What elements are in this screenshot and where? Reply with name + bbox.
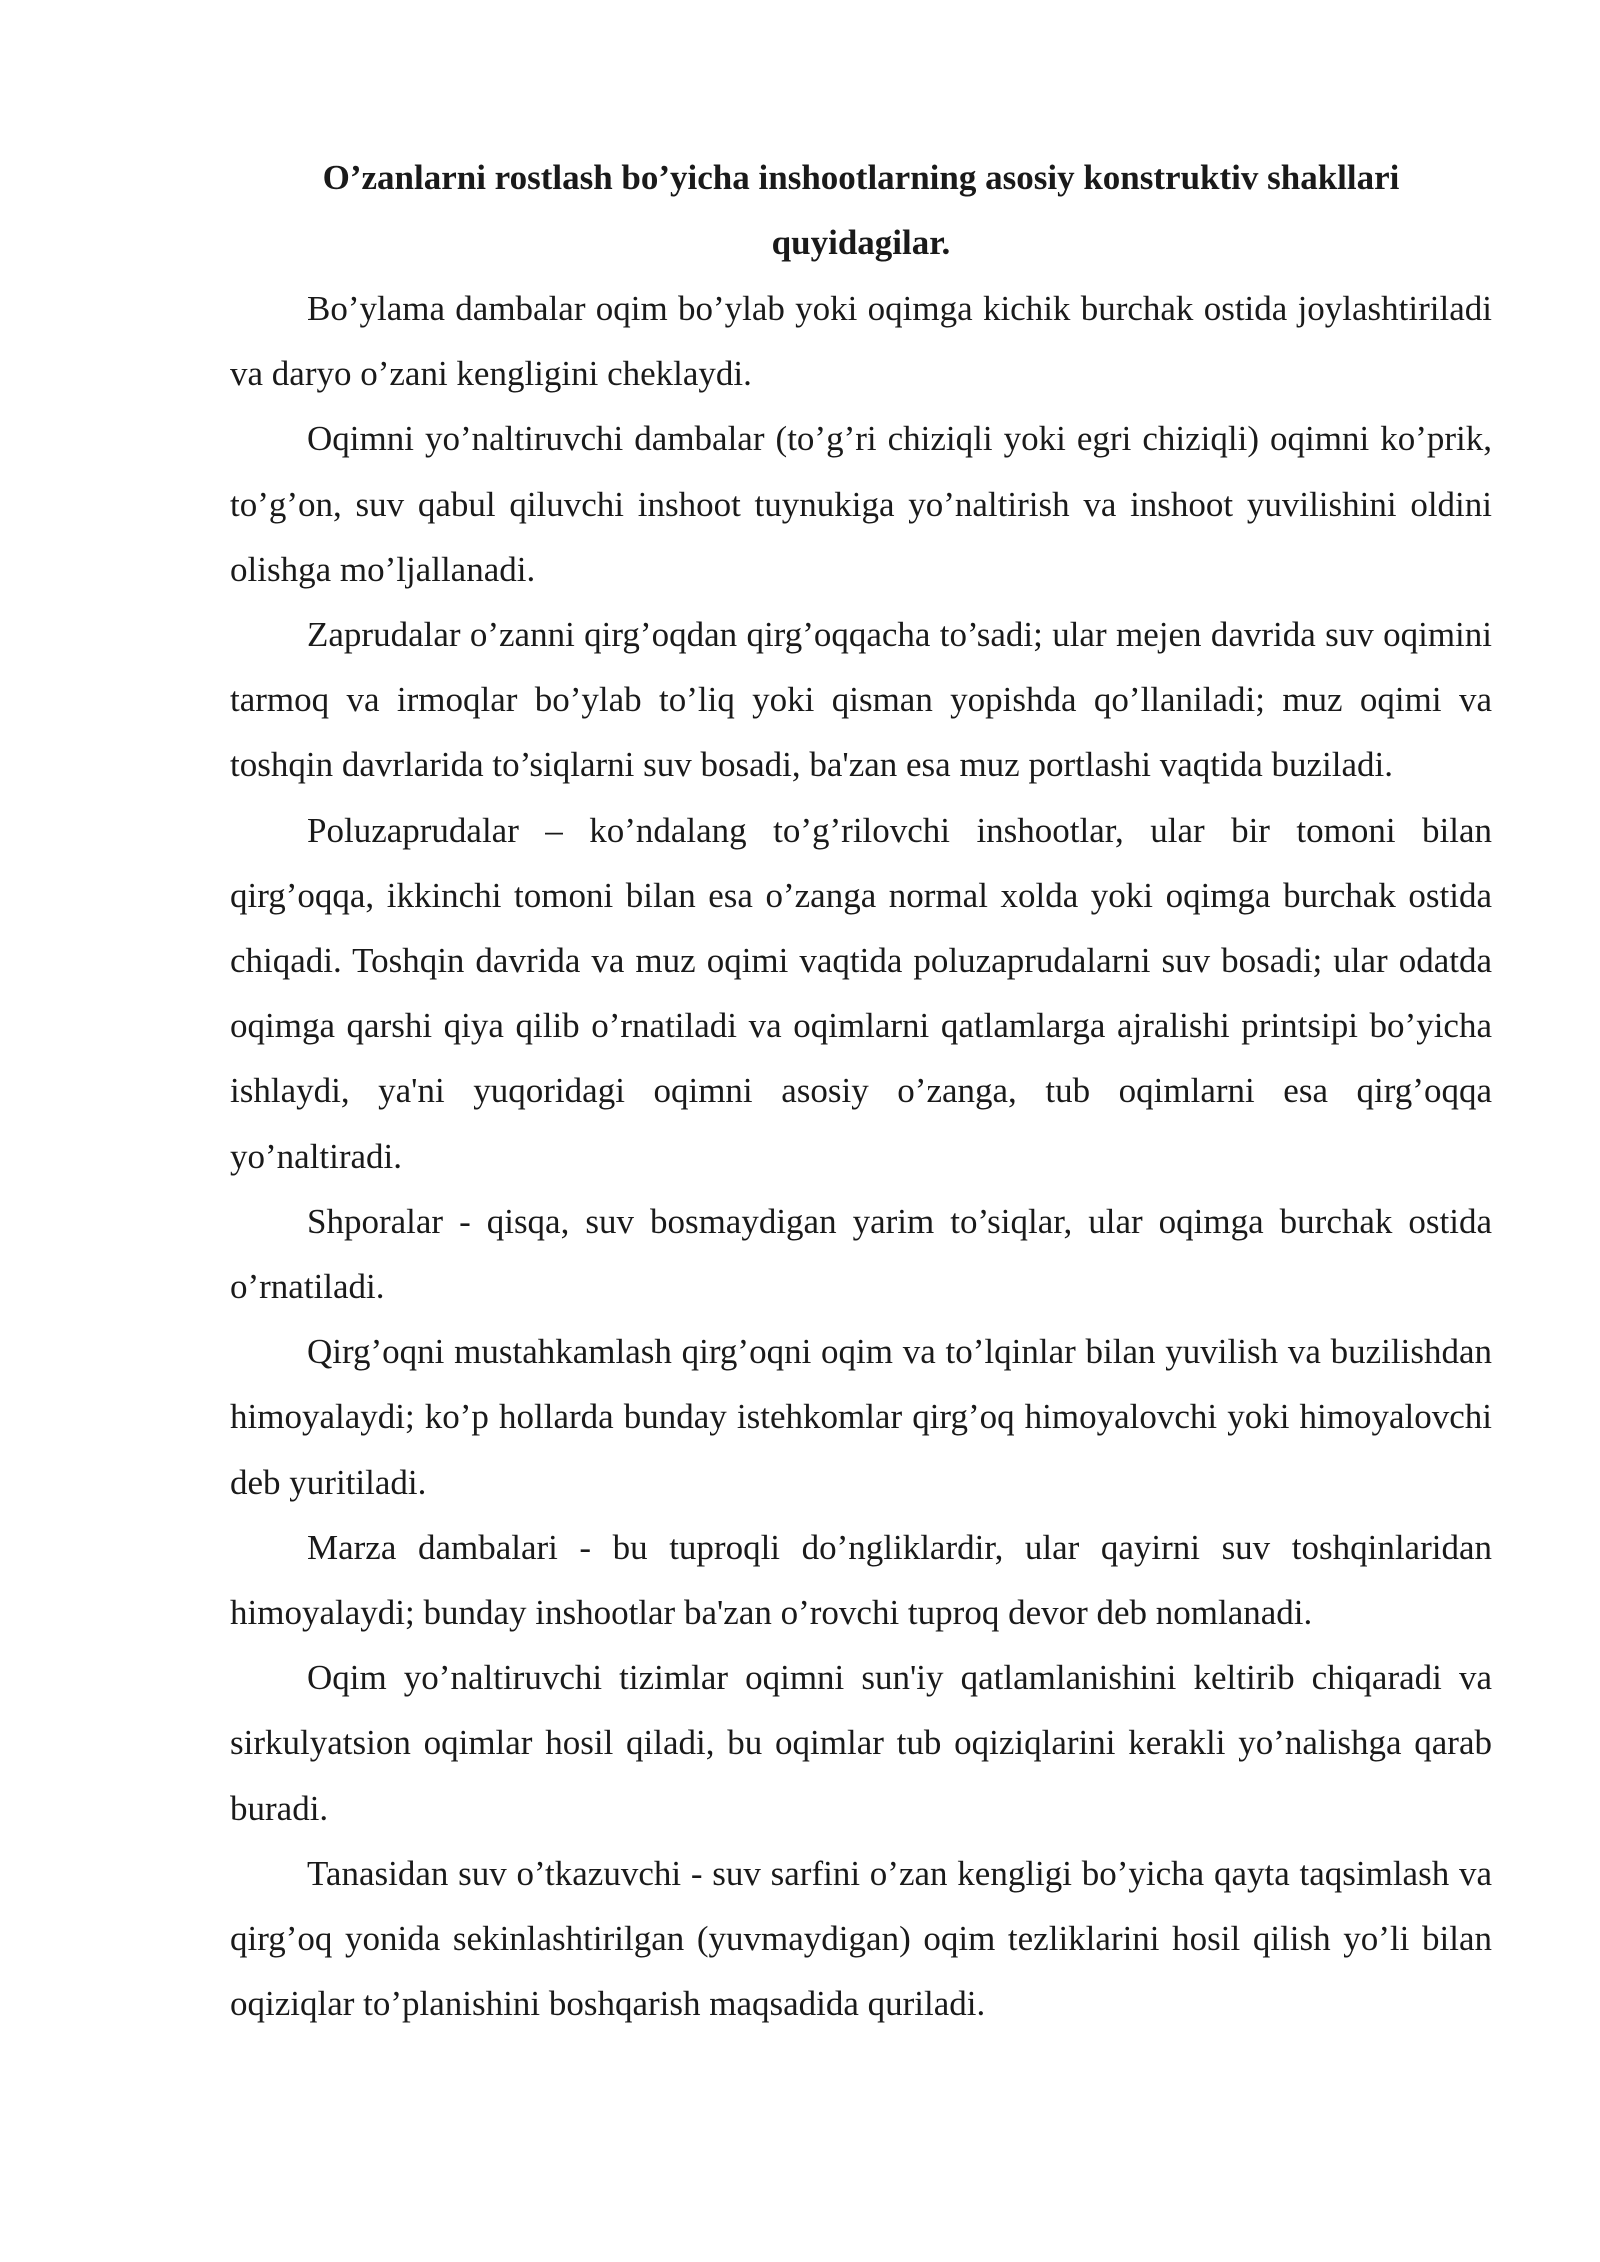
paragraph-oqimni-yonaltiruvchi-dambalar: Oqimni yo’naltiruvchi dambalar (to’g’ri chiziqli yoki egri chiziqli) oqimni ko’prik, to’g’on, suv qabul qiluvchi inshoot tuynukiga yo’naltirish va inshoot yuvilishini oldini olishga mo’ljallanadi.: [230, 419, 1492, 589]
paragraph-qirgoqni-mustahkamlash: Qirg’oqni mustahkamlash qirg’oqni oqim va to’lqinlar bilan yuvilish va buzilishdan himoyalaydi; ko’p hollarda bunday istehkomlar qirg’oq himoyalovchi yoki himoyalovchi deb yuritiladi.: [230, 1332, 1492, 1502]
paragraph-poluzaprudalar: Poluzaprudalar – ko’ndalang to’g’rilovchi inshootlar, ular bir tomoni bilan qirg’oqqa, ikkinchi tomoni bilan esa o’zanga normal xolda yoki oqimga burchak ostida chiqadi. Toshqin davrida va muz oqimi vaqtida poluzaprudalarni suv bosadi; ular odatda oqimga qarshi qiya qilib o’rnatiladi va oqimlarni qatlamlarga ajralishi printsipi bo’yicha ishlaydi, ya'ni yuqoridagi oqimni asosiy o’zanga, tub oqimlarni esa qirg’oqqa yo’naltiradi.: [230, 810, 1492, 1176]
paragraph-zaprudalar: Zaprudalar o’zanni qirg’oqdan qirg’oqqacha to’sadi; ular mejen davrida suv oqimini tarmoq va irmoqlar bo’ylab to’liq yoki qisman yopishda qo’llaniladi; muz oqimi va toshqin davrlarida to’siqlarni suv bosadi, ba'zan esa muz portlashi vaqtida buziladi.: [230, 615, 1492, 785]
paragraph-shporalar: Shporalar - qisqa, suv bosmaydigan yarim to’siqlar, ular oqimga burchak ostida o’rnatiladi.: [230, 1201, 1492, 1307]
paragraph-oqim-yonaltiruvchi-tizimlar: Oqim yo’naltiruvchi tizimlar oqimni sun'iy qatlamlanishini keltirib chiqaradi va sirkulyatsion oqimlar hosil qiladi, bu oqimlar tub oqiziqlarini kerakli yo’nalishga qarab buradi.: [230, 1658, 1492, 1828]
paragraph-marza-dambalari: Marza dambalari - bu tuproqli do’ngliklardir, ular qayirni suv toshqinlaridan himoyalaydi; bunday inshootlar ba'zan o’rovchi tuproq devor deb nomlanadi.: [230, 1527, 1492, 1633]
document-title: O’zanlarni rostlash bo’yicha inshootlarning asosiy konstruktiv shakllari quyidagilar.: [322, 158, 1400, 262]
document-page: [230, 145, 1492, 2036]
paragraph-boylama-dambalar: Bo’ylama dambalar oqim bo’ylab yoki oqimga kichik burchak ostida joylashtiriladi va daryo o’zani kengligini cheklaydi.: [230, 289, 1492, 394]
paragraph-tanasidan-suv-otkazuvchi: Tanasidan suv o’tkazuvchi - suv sarfini o’zan kengligi bo’yicha qayta taqsimlash va qirg’oq yonida sekinlashtirilgan (yuvmaydigan) oqim tezliklarini hosil qilish yo’li bilan oqiziqlar to’planishini boshqarish maqsadida quriladi.: [230, 1853, 1492, 2024]
